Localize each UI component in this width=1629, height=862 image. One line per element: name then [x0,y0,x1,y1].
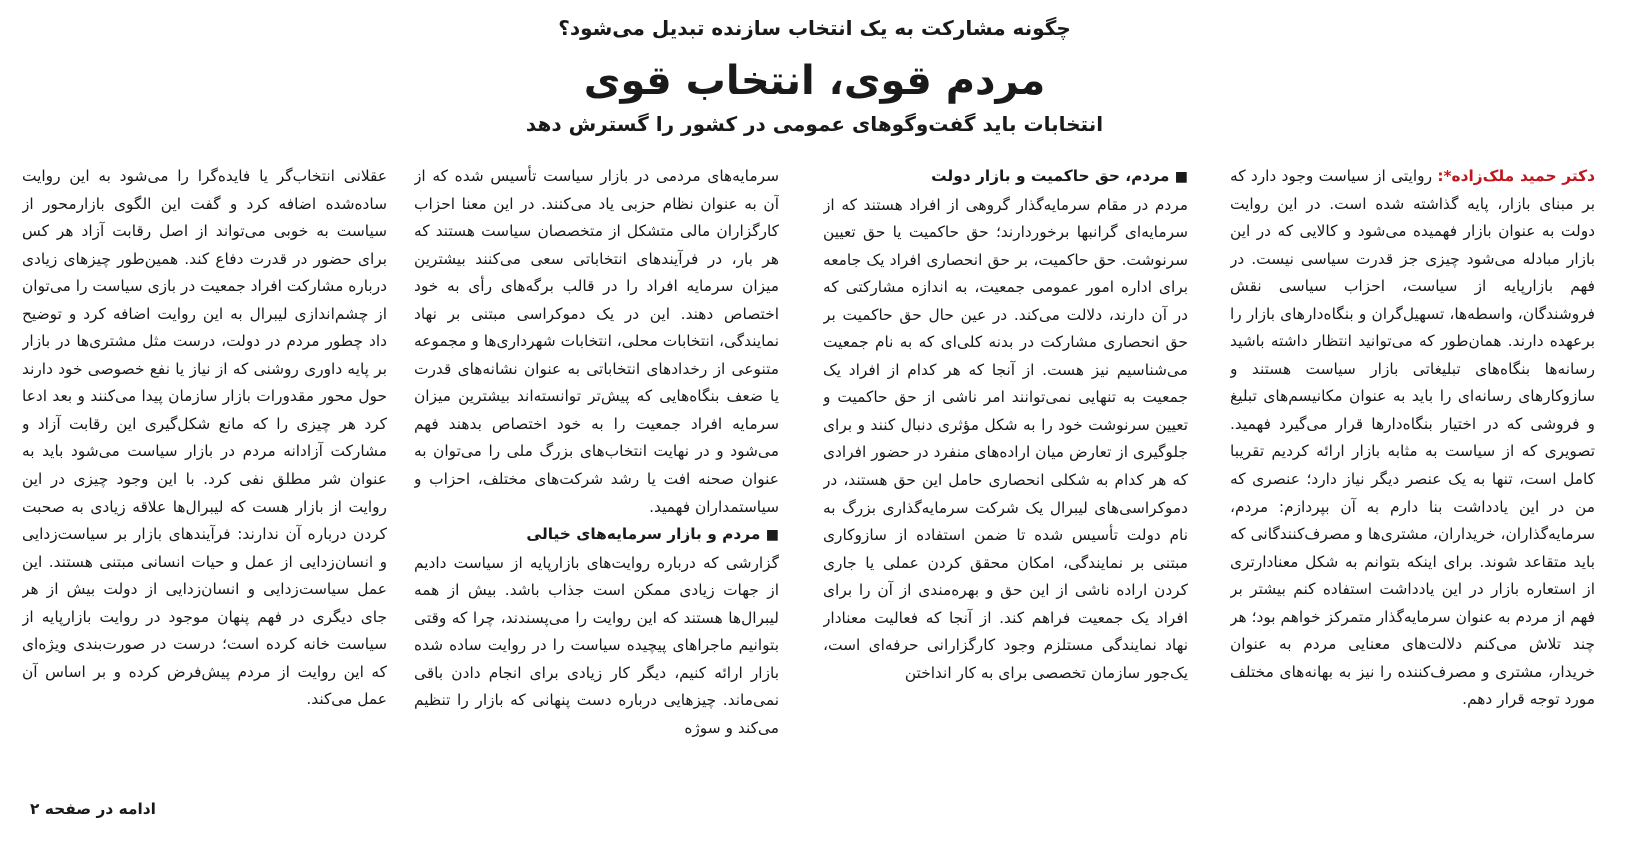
article-title: مردم قوی، انتخاب قوی [583,58,1046,104]
square-bullet-icon: ■ [1174,169,1188,185]
continued-on-page-link[interactable]: ادامه در صفحه ۲ [30,800,156,818]
author-byline: دکتر حمید ملک‌زاده*: [1437,167,1595,185]
section-heading-text: مردم، حق حاکمیت و بازار دولت [931,167,1170,185]
body-text: عقلانی انتخاب‌گر یا فایده‌گرا را می‌شود به این روایت ساده‌شده اضافه کرد و گفت این الگوی بازارمحور از سیاست به خوبی می‌تواند از اصل رقابت آزاد هر کس برای حضور در قدرت دفاع کند. همین‌طور چیزهای زیادی درباره مشارکت افراد جمعیت در بازی سیاست را می‌توان از چشم‌اندازی لیبرال به این روایت اضافه کرد و توضیح داد چطور مردم در دولت، درست مثل مشتری‌ها در بازار بر پایه داوری روشنی که از نیاز یا نفع خصوصی خود دارند حول محور مقدورات بازار سازمان پیدا می‌کنند و بعد ادعا کرد هر چیزی را که مانع شکل‌گیری این رقابت آزاد و مشارکت آزادانه مردم در بازار سیاست می‌شود باید به عنوان شر مطلق نفی کرد. با این وجود چیزی در این روایت از بازار هست که لیبرال‌ها علاقه زیادی به صحبت کردن درباره آن ندارند: فرآیندهای بازار بر سیاست‌زدایی و انسان‌زدایی از عمل و حیات انسانی مبتنی هستند. این عمل سیاست‌زدایی و انسان‌زدایی از دولت بیش از هر جای دیگری در فهم پنهان موجود در روایت بازارپایه از سیاست خانه کرده است؛ درست در صورت‌بندی ویژه‌ای که این روایت از مردم پیش‌فرض کرده و بر اساس آن عمل می‌کند. [22,167,387,709]
body-text: گزارشی که درباره روایت‌های بازارپایه از سیاست دادیم از جهات زیادی ممکن است جذاب باشد. بیش از همه لیبرال‌ها هستند که این روایت را می‌پسندند، چرا که وقتی بتوانیم ماجراهای پیچیده سیاست را در روایت ساده شده بازار ارائه کنیم، دیگر کار زیادی برای انجام دادن باقی نمی‌ماند. چیزهایی درباره دست پنهانی که بازار را تنظیم می‌کند و سوژه [414,553,779,737]
column-3 [414,163,779,828]
section-heading-text: مردم و بازار سرمایه‌های خیالی [526,525,761,544]
article-subtitle: انتخابات باید گفت‌وگوهای عمومی در کشور را گسترش دهد [525,112,1104,136]
column-4 [22,163,387,828]
article-kicker: چگونه مشارکت به یک انتخاب سازنده تبدیل می‌شود؟ [558,16,1071,40]
body-text: سرمایه‌های مردمی در بازار سیاست تأسیس شده که از آن به عنوان نظام حزبی یاد می‌کنند. در این معنا احزاب کارگزاران مالی متشکل از متخصصان سیاست هستند که هر بار، در فرآیندهای انتخاباتی سعی می‌کنند بیشترین میزان سرمایه افراد را در قالب برگه‌های رأی به خود اختصاص دهند. این در یک دموکراسی مبتنی بر نهاد نمایندگی، انتخابات محلی، انتخابات شهرداری‌ها و مجموعه متنوعی از رخدادهای انتخاباتی به عنوان نشانه‌های قدرت یا ضعف بنگاه‌هایی که پیش‌تر توانسته‌اند بیشترین میزان سرمایه افراد جمعیت را به خود اختصاص بدهند فهم می‌شود و در نهایت انتخاب‌های بزرگ ملی را می‌توان به عنوان صحنه افت یا رشد شرکت‌های مختلف، احزاب و سیاستمداران فهمید. [414,167,779,516]
section-heading [414,521,779,550]
body-text: روایتی از سیاست وجود دارد که بر مبنای بازار، پایه گذاشته شده است. در این روایت دولت به عنوان بازار فهمیده می‌شود و کالایی که در این بازار مبادله می‌شود چیزی جز قدرت سیاسی نیست. در فهم بازارپایه از سیاست، احزاب سیاسی نقش فروشندگان، واسطه‌ها، تسهیل‌گران و بنگاه‌دارهای بازار را برعهده دارند. همان‌طور که می‌توانید انتظار داشته باشید رسانه‌ها بنگاه‌های تبلیغاتی بازار سیاست هستند و سازوکارهای رسانه‌ای را باید به عنوان مکانیسم‌های تبلیغ و فروشی که در اختیار بنگاه‌دارها قرار می‌گیرد فهمید. تصویری که از سیاست به مثابه بازار ارائه کردیم تقریبا کامل است، تنها به یک عنصر دیگر نیاز دارد؛ عنصری که من در این یادداشت بنا دارم به آن بپردازم: مردم، سرمایه‌گذاران، خریداران، مشتری‌ها و مصرف‌کنندگانی که باید متقاعد شوند. برای اینکه بتوانم به شکل معنادارتری از استعاره بازار در این یادداشت استفاده کنم بیشتر بر فهم از مردم به عنوان سرمایه‌گذار متمرکز خواهم بود؛ هر چند تلاش می‌کنم دلالت‌های معنایی مردم به عنوان خریدار، مشتری و مصرف‌کننده را نیز به بهانه‌های مختلف مورد توجه قرار دهم. [1230,167,1595,709]
paragraph [1230,163,1595,714]
column-2 [823,163,1188,828]
square-bullet-icon: ■ [765,527,779,544]
body-text: مردم در مقام سرمایه‌گذار گروهی از افراد هستند که از سرمایه‌ای گرانبها برخوردارند؛ حق حاکمیت یا حق تعیین سرنوشت. حق حاکمیت، بر حق انحصاری افراد یک جامعه برای اداره امور عمومی جمعیت، به اندازه مشارکتی که در آن دارند، دلالت می‌کند. در عین حال حق حاکمیت بر حق انحصاری مشارکت در بدنه کلی‌ای که به نام جمعیت می‌شناسیم نیز هست. از آنجا که هر کدام از افراد یک جمعیت به تنهایی نمی‌توانند امر ناشی از حق حاکمیت و تعیین سرنوشت خود را به شکل مؤثری دنبال کنند و برای جلوگیری از تعارض میان اراده‌های منفرد در حضور افرادی که هر کدام به شکلی انحصاری حامل این حق هستند، در دموکراسی‌های لیبرال یک شرکت سرمایه‌گذاری بزرگ به نام دولت تأسیس شده تا ضمن استفاده از سازوکاری مبتنی بر نمایندگی، امکان محقق کردن عملی یا جاری کردن اراده ناشی از این حق و بهره‌مندی از آن را برای افراد یک جمعیت فراهم کند. از آنجا که فعالیت معنادار نهاد نمایندگی مستلزم وجود کارگزارانی حرفه‌ای است، یک‌جور سازمان تخصصی برای به کار انداختن [823,195,1188,682]
column-1 [1230,163,1595,828]
section-heading [823,163,1188,192]
